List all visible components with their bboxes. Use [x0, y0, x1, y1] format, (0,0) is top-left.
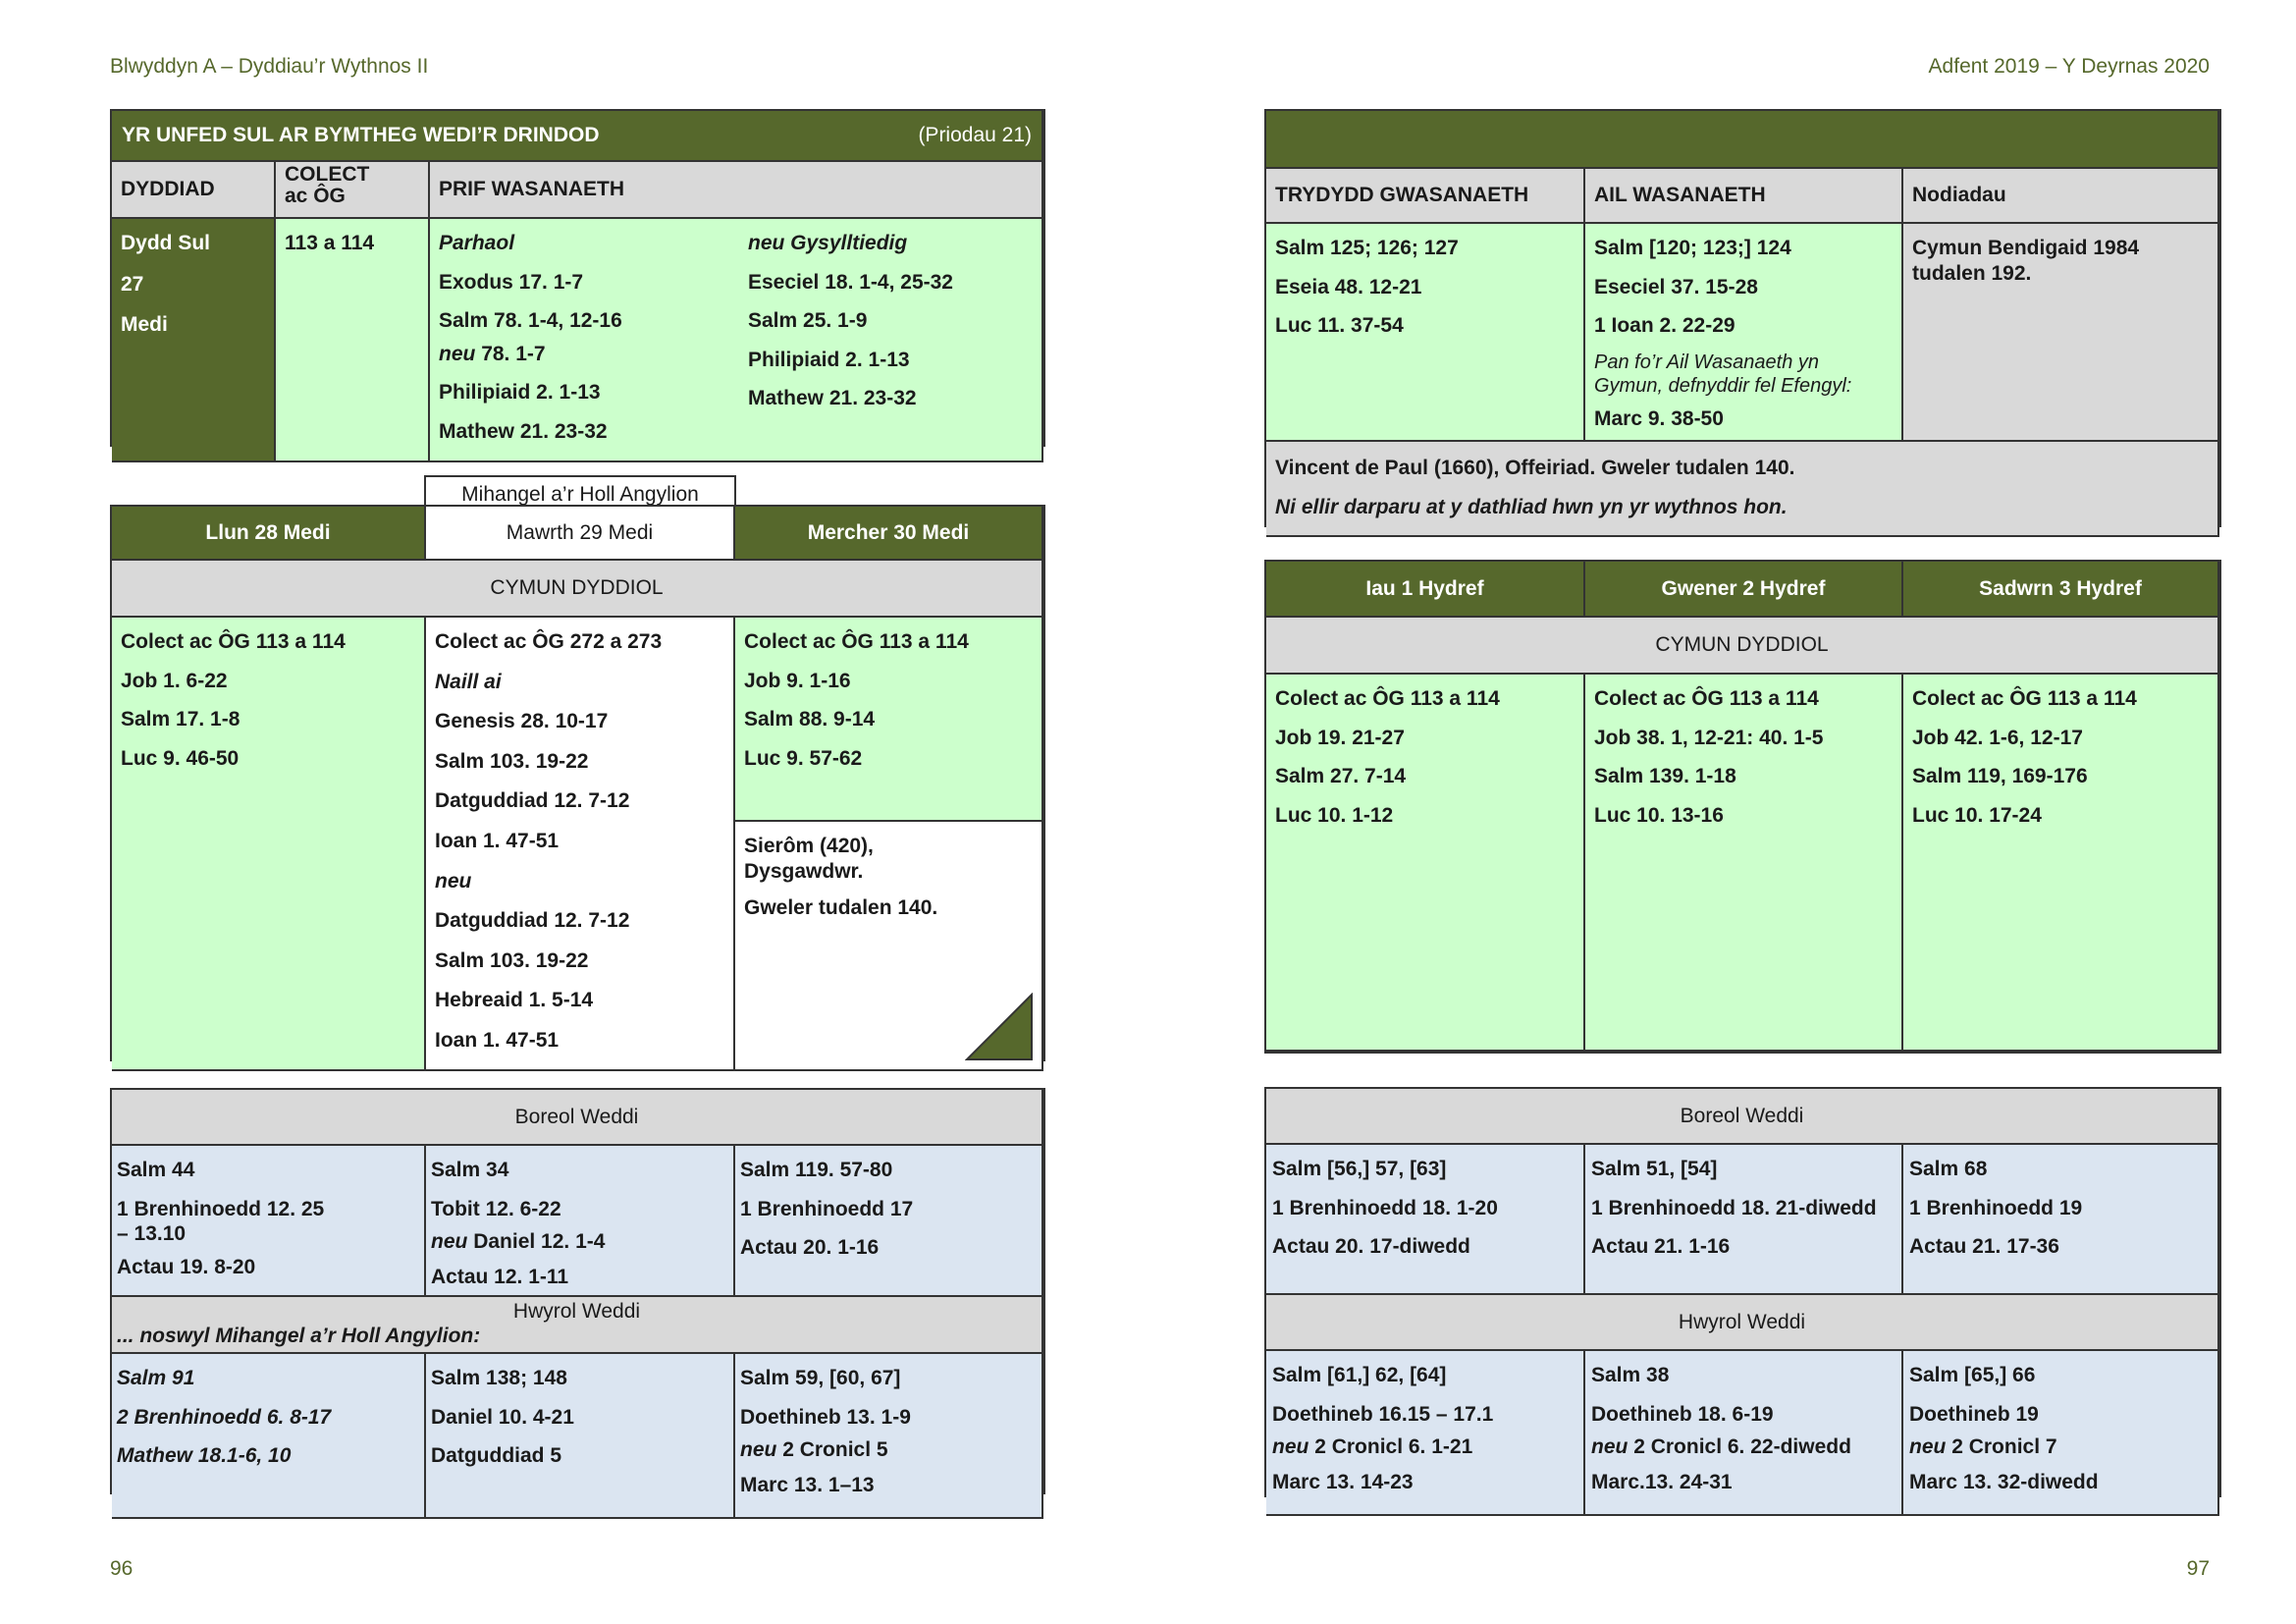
- morning-label: Boreol Weddi: [1266, 1089, 2219, 1145]
- sunday-daynum: 27: [121, 272, 144, 296]
- reading: Doethineb 13. 1-9: [740, 1405, 911, 1429]
- sat-morning-cell: [1903, 1145, 2219, 1295]
- reading: Luc 10. 17-24: [1912, 803, 2042, 827]
- reading: Mathew 18.1-6, 10: [117, 1444, 292, 1468]
- mon-cymun-cell: [112, 618, 426, 1071]
- reading: Marc 13. 1–13: [740, 1473, 875, 1496]
- weekday-table-right: [1264, 560, 2221, 1054]
- commemoration-cell: [1266, 442, 2219, 537]
- sunday-collect-cell: [276, 219, 430, 462]
- sunday-main-cell: [430, 219, 1043, 462]
- sunday-date-cell: [112, 219, 276, 462]
- reading: Colect ac ÔG 113 a 114: [121, 630, 346, 653]
- reading: Salm 119, 169-176: [1912, 765, 2088, 788]
- reading: 1 Brenhinoedd 18. 1-20: [1272, 1196, 1498, 1219]
- weekday-table-left: [110, 505, 1045, 1061]
- reading: Doethineb 18. 6-19: [1591, 1402, 1774, 1426]
- commemoration-text: Vincent de Paul (1660), Offeiriad. Gweler tudalen 140.: [1275, 457, 1795, 479]
- col-collect-line2: ac ÔG: [285, 185, 346, 208]
- col-second-header: AIL WASANAETH: [1585, 169, 1903, 224]
- tue-evening-cell: [426, 1354, 735, 1519]
- reading: Actau 21. 17-36: [1909, 1235, 2059, 1259]
- reading-alt: [1591, 1435, 1896, 1460]
- reading-alt: [740, 1437, 1037, 1463]
- thu-evening-cell: [1266, 1351, 1585, 1516]
- reading-alt: [439, 342, 748, 367]
- second-note-ref: Marc 9. 38-50: [1594, 406, 1724, 430]
- reading-alt: [431, 1229, 728, 1255]
- sunday-services-title-row: [1266, 111, 2219, 169]
- reading: 1 Ioan 2. 22-29: [1594, 314, 1735, 338]
- mon-evening-cell: [112, 1354, 426, 1519]
- fri-evening-cell: [1585, 1351, 1903, 1516]
- reading: Salm 44: [117, 1159, 195, 1181]
- reading: Colect ac ÔG 113 a 114: [1594, 687, 1819, 710]
- sunday-title-row: [112, 111, 1043, 162]
- second-service-cell: [1585, 224, 1903, 442]
- reading: Marc 13. 32-diwedd: [1909, 1470, 2099, 1493]
- main-col-b: [748, 231, 953, 453]
- neu-label: neu: [1591, 1435, 1629, 1459]
- sunday-ref: (Priodau 21): [918, 124, 1032, 146]
- reading: Datguddiad 5: [431, 1444, 562, 1468]
- col-collect-line1: COLECT: [285, 163, 370, 186]
- col-collect-header: [276, 162, 430, 219]
- reading: 2 Cronicl 6. 1-21: [1314, 1435, 1473, 1459]
- reading: Philipiaid 2. 1-13: [439, 381, 601, 405]
- evening-note: ... noswyl Mihangel a’r Holl Angylion:: [117, 1325, 481, 1347]
- commemoration-page: Gweler tudalen 140.: [744, 896, 938, 920]
- sat-cymun-cell: [1903, 675, 2219, 1052]
- reading-option: neu: [435, 869, 472, 893]
- reading: Ioan 1. 47-51: [435, 830, 560, 853]
- header-right: Adfent 2019 – Y Deyrnas 2020: [1928, 55, 2210, 78]
- reading: Salm 68: [1909, 1158, 1988, 1180]
- reading: 2 Cronicl 5: [782, 1438, 888, 1462]
- reading: Daniel 10. 4-21: [431, 1405, 574, 1429]
- reading: Colect ac ÔG 113 a 114: [1275, 687, 1500, 710]
- reading: Actau 12. 1-11: [431, 1265, 569, 1288]
- reading: Salm 103. 19-22: [435, 948, 589, 972]
- reading: Luc 9. 57-62: [744, 746, 863, 770]
- sunday-month: Medi: [121, 313, 168, 337]
- reading: Job 38. 1, 12-21: 40. 1-5: [1594, 726, 1824, 749]
- reading: Salm 91: [117, 1367, 195, 1389]
- notes-cell: [1903, 224, 2219, 442]
- reading: Salm 88. 9-14: [744, 708, 876, 731]
- day-header-tue: Mawrth 29 Medi: [426, 507, 735, 561]
- third-service-cell: [1266, 224, 1585, 442]
- reading: Salm 34: [431, 1159, 509, 1181]
- reading: Actau 21. 1-16: [1591, 1235, 1731, 1259]
- evening-label-row: [112, 1297, 1043, 1354]
- commemoration-text: Sierôm (420), Dysgawdwr.: [744, 835, 874, 883]
- sunday-collect: 113 a 114: [285, 232, 375, 254]
- evening-label: Hwyrol Weddi: [512, 1300, 641, 1323]
- corner-triangle-icon: [965, 993, 1034, 1061]
- mon-morning-cell: [112, 1146, 426, 1297]
- reading: Salm 119. 57-80: [740, 1159, 893, 1181]
- page-number-left: 96: [110, 1557, 133, 1580]
- col-day-header: DYDDIAD: [112, 162, 276, 219]
- reading: 2 Cronicl 7: [1951, 1435, 2057, 1459]
- reading: Tobit 12. 6-22: [431, 1197, 561, 1220]
- sunday-table: [110, 109, 1045, 447]
- commemoration-note: Ni ellir darparu at y dathliad hwn yn yr wythnos hon.: [1275, 495, 1788, 518]
- reading: Doethineb 16.15 – 17.1: [1272, 1402, 1494, 1426]
- reading: Eseciel 18. 1-4, 25-32: [748, 270, 953, 294]
- reading: Salm [56,] 57, [63]: [1272, 1158, 1447, 1180]
- reading: Doethineb 19: [1909, 1402, 2039, 1426]
- reading: 1 Brenhinoedd 18. 21-diwedd: [1591, 1196, 1877, 1219]
- wed-readings: [735, 618, 1041, 822]
- main-a-head: Parhaol: [439, 232, 515, 254]
- day-header-thu: Iau 1 Hydref: [1266, 562, 1585, 618]
- fri-morning-cell: [1585, 1145, 1903, 1295]
- second-note: Pan fo’r Ail Wasanaeth yn Gymun, defnyddir fel Efengyl:: [1594, 351, 1852, 398]
- reading: Actau 20. 1-16: [740, 1236, 880, 1260]
- wed-cymun-cell: [735, 618, 1043, 1071]
- neu-label: neu: [439, 342, 476, 365]
- notes-text: Cymun Bendigaid 1984 tudalen 192.: [1912, 237, 2140, 285]
- reading: Salm 125; 126; 127: [1275, 237, 1459, 259]
- col-main-header: PRIF WASANAETH: [430, 162, 1043, 219]
- reading: Salm [120; 123;] 124: [1594, 237, 1791, 259]
- cymun-label: CYMUN DYDDIOL: [112, 561, 1043, 618]
- fri-cymun-cell: [1585, 675, 1903, 1052]
- reading: Eseia 48. 12-21: [1275, 275, 1422, 298]
- reading: 2 Brenhinoedd 6. 8-17: [117, 1405, 332, 1429]
- reading: Salm [65,] 66: [1909, 1364, 2036, 1386]
- evening-label: Hwyrol Weddi: [1266, 1295, 2219, 1351]
- cymun-label: CYMUN DYDDIOL: [1266, 618, 2219, 675]
- header-left: Blwyddyn A – Dyddiau’r Wythnos II: [110, 55, 429, 78]
- sunday-services-table: [1264, 109, 2221, 527]
- reading: Luc 9. 46-50: [121, 746, 240, 770]
- prayers-table-left: [110, 1088, 1045, 1494]
- reading: 78. 1-7: [481, 342, 546, 365]
- reading: Colect ac ÔG 272 a 273: [435, 630, 663, 653]
- reading: Salm 27. 7-14: [1275, 765, 1407, 788]
- neu-label: neu: [1272, 1435, 1309, 1459]
- neu-label: neu: [740, 1438, 777, 1462]
- reading: Hebreaid 1. 5-14: [435, 989, 594, 1012]
- reading: 1 Brenhinoedd 17: [740, 1197, 914, 1220]
- prayers-table-right: [1264, 1087, 2221, 1497]
- day-header-wed: Mercher 30 Medi: [735, 507, 1043, 561]
- neu-label: neu: [431, 1230, 468, 1254]
- reading: Exodus 17. 1-7: [439, 270, 584, 294]
- reading: 1 Brenhinoedd 19: [1909, 1196, 2083, 1219]
- reading: Salm 59, [60, 67]: [740, 1367, 901, 1389]
- reading: Datguddiad 12. 7-12: [435, 789, 630, 813]
- reading: Luc 10. 1-12: [1275, 803, 1394, 827]
- reading: Job 1. 6-22: [121, 669, 228, 692]
- reading: Daniel 12. 1-4: [473, 1230, 606, 1254]
- reading: Job 42. 1-6, 12-17: [1912, 726, 2083, 749]
- reading: Ioan 1. 47-51: [435, 1029, 560, 1053]
- reading: Job 9. 1-16: [744, 669, 851, 692]
- wed-morning-cell: [735, 1146, 1043, 1297]
- reading: Eseciel 37. 15-28: [1594, 275, 1758, 298]
- reading: Salm 138; 148: [431, 1367, 567, 1389]
- day-header-sat: Sadwrn 3 Hydref: [1903, 562, 2219, 618]
- thu-cymun-cell: [1266, 675, 1585, 1052]
- reading: Mathew 21. 23-32: [439, 420, 608, 444]
- reading: Mathew 21. 23-32: [748, 387, 917, 410]
- reading-alt: [1909, 1435, 2212, 1460]
- reading-alt: [1272, 1435, 1577, 1460]
- reading: Philipiaid 2. 1-13: [748, 348, 910, 371]
- reading: Marc 13. 14-23: [1272, 1470, 1414, 1493]
- col-notes-header: Nodiadau: [1903, 169, 2219, 224]
- main-col-a: [439, 231, 748, 453]
- reading: Colect ac ÔG 113 a 114: [1912, 687, 2137, 710]
- reading: Colect ac ÔG 113 a 114: [744, 630, 969, 653]
- tue-morning-cell: [426, 1146, 735, 1297]
- reading: Marc.13. 24-31: [1591, 1470, 1733, 1493]
- feast-label: Mihangel a’r Holl Angylion: [461, 482, 699, 506]
- reading: Salm 103. 19-22: [435, 749, 589, 773]
- reading: 1 Brenhinoedd 12. 25 – 13.10: [117, 1197, 325, 1246]
- reading: Job 19. 21-27: [1275, 726, 1405, 749]
- neu-label: neu: [1909, 1435, 1947, 1459]
- reading: Salm 25. 1-9: [748, 309, 868, 333]
- reading: Datguddiad 12. 7-12: [435, 909, 630, 933]
- day-header-mon: Llun 28 Medi: [112, 507, 426, 561]
- tue-cymun-cell: [426, 618, 735, 1071]
- col-third-header: TRYDYDD GWASANAETH: [1266, 169, 1585, 224]
- reading: Luc 10. 13-16: [1594, 803, 1724, 827]
- reading: Salm 38: [1591, 1364, 1670, 1386]
- wed-note: [735, 822, 1041, 1069]
- reading: Luc 11. 37-54: [1275, 314, 1404, 338]
- reading: Actau 19. 8-20: [117, 1255, 256, 1278]
- reading: Salm 17. 1-8: [121, 708, 240, 731]
- main-b-head: neu Gysylltiedig: [748, 232, 908, 254]
- reading: Salm 78. 1-4, 12-16: [439, 309, 622, 333]
- reading: 2 Cronicl 6. 22-diwedd: [1633, 1435, 1851, 1459]
- day-header-fri: Gwener 2 Hydref: [1585, 562, 1903, 618]
- sat-evening-cell: [1903, 1351, 2219, 1516]
- reading: Genesis 28. 10-17: [435, 710, 609, 733]
- sunday-day: Dydd Sul: [121, 232, 211, 254]
- reading-option: Naill ai: [435, 670, 502, 693]
- reading: Actau 20. 17-diwedd: [1272, 1235, 1470, 1259]
- wed-evening-cell: [735, 1354, 1043, 1519]
- morning-label: Boreol Weddi: [112, 1090, 1043, 1146]
- thu-morning-cell: [1266, 1145, 1585, 1295]
- reading: Salm 51, [54]: [1591, 1158, 1718, 1180]
- sunday-title: YR UNFED SUL AR BYMTHEG WEDI’R DRINDOD: [122, 124, 600, 146]
- reading: Salm [61,] 62, [64]: [1272, 1364, 1447, 1386]
- page-number-right: 97: [2186, 1557, 2210, 1580]
- reading: Salm 139. 1-18: [1594, 765, 1736, 788]
